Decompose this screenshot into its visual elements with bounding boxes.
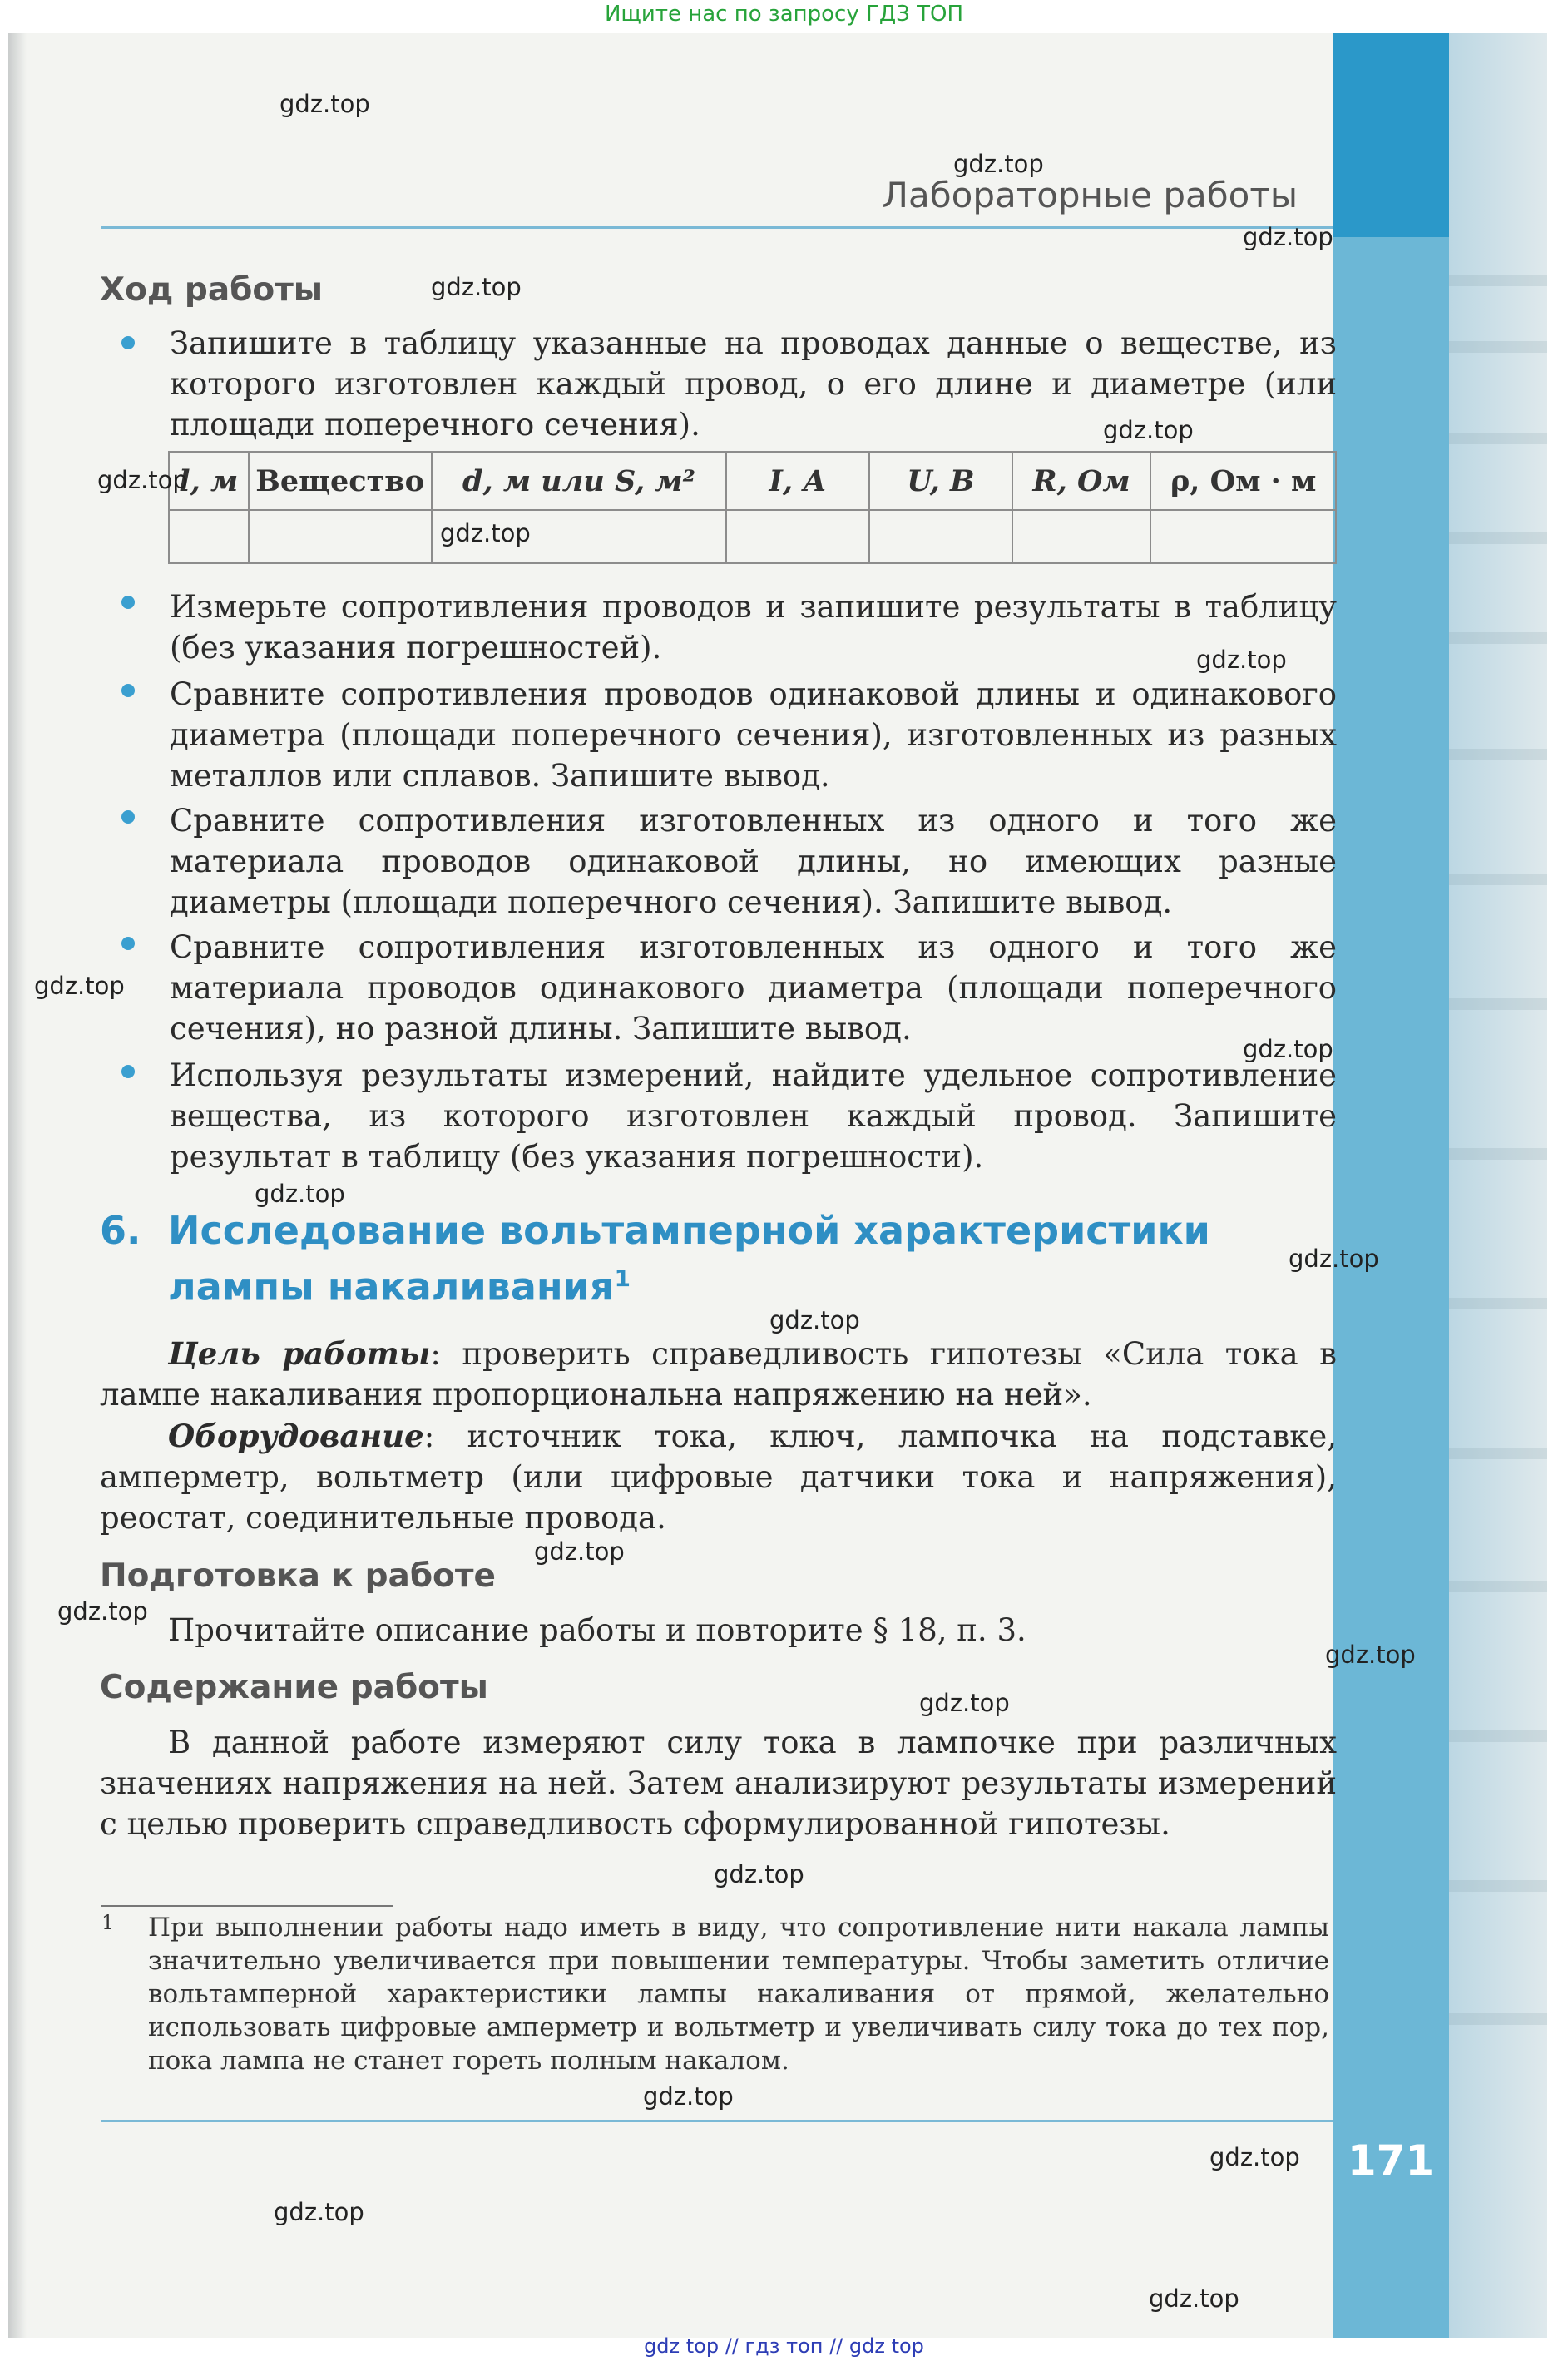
footnote-marker: 1 bbox=[614, 1265, 631, 1292]
top-banner[interactable]: Ищите нас по запросу ГДЗ ТОП bbox=[604, 2, 964, 27]
equipment-paragraph bbox=[100, 1416, 1337, 1538]
page-edge-strip bbox=[1449, 33, 1547, 2338]
table-header-cell: ρ, Ом · м bbox=[1150, 452, 1336, 510]
watermark: gdz.top bbox=[1325, 1641, 1416, 1669]
lab-number: 6. bbox=[100, 1208, 141, 1253]
bullet-icon bbox=[121, 684, 135, 697]
procedure-bullet: Измерьте сопротивления проводов и запишите результаты в таблицу (без указания погрешностей). bbox=[170, 589, 1337, 666]
lab-title-line1: Исследование вольтамперной характеристики bbox=[168, 1208, 1210, 1253]
prep-text: Прочитайте описание работы и повторите § 18, п. 3. bbox=[168, 1612, 1026, 1648]
watermark: gdz.top bbox=[255, 1180, 345, 1208]
watermark: gdz.top bbox=[953, 150, 1044, 178]
procedure-bullet: Сравните сопротивления изготовленных из одного и того же материала проводов одинакового диаметра (площади поперечного сечения), но разной длины. Запишите вывод. bbox=[170, 929, 1337, 1047]
watermark: gdz.top bbox=[643, 2082, 734, 2111]
watermark: gdz.top bbox=[1289, 1245, 1379, 1273]
footnote-rule bbox=[101, 1905, 393, 1907]
goal-text: : проверить справедливость гипотезы «Сила тока в лампе накаливания пропорциональна напряжению на ней». bbox=[100, 1336, 1337, 1413]
page-gutter-shade bbox=[8, 33, 27, 2338]
prep-heading: Подготовка к работе bbox=[100, 1557, 496, 1595]
bullet-icon bbox=[121, 336, 135, 349]
bullet-icon bbox=[121, 1065, 135, 1078]
watermark: gdz.top bbox=[1103, 416, 1194, 444]
side-color-bar-top bbox=[1333, 33, 1449, 237]
side-color-bar bbox=[1333, 33, 1449, 2338]
watermark: gdz.top bbox=[1196, 646, 1287, 674]
bullet-icon bbox=[121, 937, 135, 950]
table-header-cell: U, В bbox=[869, 452, 1012, 510]
watermark: gdz.top bbox=[919, 1689, 1010, 1717]
watermark: gdz.top bbox=[1149, 2284, 1239, 2313]
procedure-bullet: Сравните сопротивления проводов одинаковой длины и одинакового диаметра (площади поперечного сечения), изготовленных из разных металлов или сплавов. Запишите вывод. bbox=[170, 676, 1337, 794]
procedure-intro: Запишите в таблицу указанные на проводах данные о веществе, из которого изготовлен каждый провод, о его длине и диаметре (или площади поперечного сечения). bbox=[170, 325, 1337, 443]
bottom-rule bbox=[101, 2120, 1333, 2122]
table-header-cell: Вещество bbox=[249, 452, 432, 510]
lab-title bbox=[100, 1206, 1210, 1310]
equipment-text: : источник тока, ключ, лампочка на подставке, амперметр, вольтметр (или цифровые датчики тока и напряжения), реостат, соединительные провода. bbox=[100, 1418, 1337, 1536]
table-header-cell: l, м bbox=[169, 452, 249, 510]
watermark: gdz.top bbox=[34, 972, 125, 1000]
watermark: gdz.top bbox=[57, 1597, 148, 1626]
table-header-row bbox=[169, 452, 1336, 510]
watermark: gdz.top bbox=[534, 1537, 625, 1566]
table-header-cell: R, Ом bbox=[1012, 452, 1151, 510]
lab-title-line2: лампы накаливания bbox=[168, 1264, 615, 1309]
content-text: В данной работе измеряют силу тока в лампочке при различных значениях напряжения на ней. Затем анализируют результаты измерений с целью проверить справедливость сформулированной гипотезы. bbox=[100, 1725, 1337, 1842]
bullet-icon bbox=[121, 596, 135, 609]
table-header-cell: I, А bbox=[726, 452, 869, 510]
goal-label: Цель работы bbox=[168, 1335, 431, 1372]
running-header: Лабораторные работы bbox=[882, 175, 1298, 215]
goal-paragraph bbox=[100, 1334, 1337, 1415]
footnote-text: При выполнении работы надо иметь в виду, что сопротивление нити накала лампы значительно увеличивается при повышении температуры. Чтобы заметить отличие вольтамперной характеристики лампы накаливания от прямой, желательно использовать цифровые амперметр и вольтметр и увеличивать силу тока до тех пор, пока лампа не станет гореть полным накалом. bbox=[148, 1913, 1329, 2076]
procedure-bullet: Сравните сопротивления изготовленных из одного и того же материала проводов одинаковой длины, но имеющих разные диаметры (площади поперечного сечения). Запишите вывод. bbox=[170, 803, 1337, 920]
watermark: gdz.top bbox=[1209, 2143, 1300, 2171]
watermark: gdz.top bbox=[1243, 1035, 1333, 1063]
table-row bbox=[169, 510, 1336, 563]
content-heading: Содержание работы bbox=[100, 1669, 488, 1706]
watermark: gdz.top bbox=[1243, 223, 1333, 251]
footer-links[interactable]: gdz top // гдз топ // gdz top bbox=[644, 2334, 924, 2358]
equipment-label: Оборудование bbox=[168, 1418, 424, 1454]
watermark: gdz.top bbox=[440, 519, 531, 547]
watermark: gdz.top bbox=[274, 2198, 364, 2226]
watermark: gdz.top bbox=[769, 1306, 860, 1334]
table-header-cell: d, м или S, м² bbox=[432, 452, 727, 510]
watermark: gdz.top bbox=[97, 466, 188, 494]
page-number: 171 bbox=[1347, 2136, 1435, 2185]
procedure-bullet: Используя результаты измерений, найдите удельное сопротивление вещества, из которого изготовлен каждый провод. Запишите результат в таблицу (без указания погрешности). bbox=[170, 1057, 1337, 1175]
watermark: gdz.top bbox=[431, 273, 522, 301]
procedure-heading: Ход работы bbox=[100, 271, 324, 309]
watermark: gdz.top bbox=[279, 90, 370, 118]
header-rule bbox=[101, 226, 1333, 229]
measurement-table bbox=[168, 451, 1337, 564]
bullet-icon bbox=[121, 810, 135, 824]
watermark: gdz.top bbox=[714, 1860, 804, 1888]
footnote-number: 1 bbox=[101, 1911, 115, 1934]
